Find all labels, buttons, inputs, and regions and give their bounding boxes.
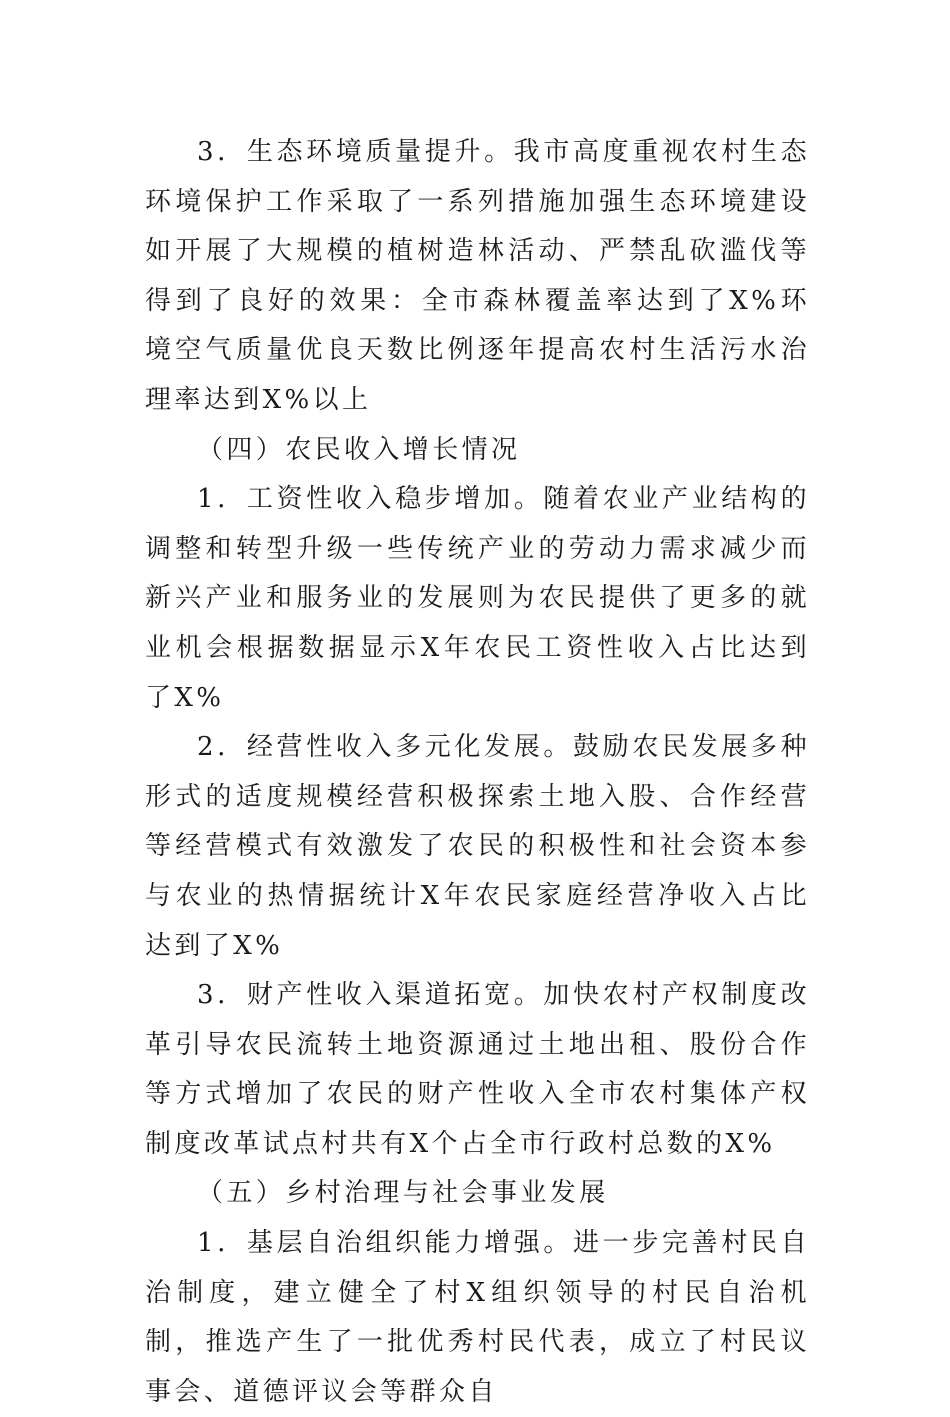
section-heading-rural-governance: （五）乡村治理与社会事业发展 <box>197 1178 609 1209</box>
paragraph-grassroots-autonomy: 1．基层自治组织能力增强。进一步完善村民自治制度，建立健全了村X组织领导的村民自治机制，推选产生了一批优秀村民代表，成立了村民议事会、道德评议会等群众自 <box>145 1228 810 1407</box>
document-body <box>145 128 810 1417</box>
section-heading-farmer-income: （四）农民收入增长情况 <box>197 434 521 465</box>
paragraph-ecology: 3．生态环境质量提升。我市高度重视农村生态环境保护工作采取了一系列措施加强生态环境建设如开展了大规模的植树造林活动、严禁乱砍滥伐等得到了良好的效果：全市森林覆盖率达到了X%环境空气质量优良天数比例逐年提高农村生活污水治理率达到X%以上 <box>145 137 810 415</box>
paragraph-wage-income: 1．工资性收入稳步增加。随着农业产业结构的调整和转型升级一些传统产业的劳动力需求减少而新兴产业和服务业的发展则为农民提供了更多的就业机会根据数据显示X年农民工资性收入占比达到了X% <box>145 484 810 713</box>
paragraph-operating-income: 2．经营性收入多元化发展。鼓励农民发展多种形式的适度规模经营积极探索土地入股、合作经营等经营模式有效激发了农民的积极性和社会资本参与农业的热情据统计X年农民家庭经营净收入占比达到了X% <box>145 732 810 961</box>
paragraph-property-income: 3．财产性收入渠道拓宽。加快农村产权制度改革引导农民流转土地资源通过土地出租、股份合作等方式增加了农民的财产性收入全市农村集体产权制度改革试点村共有X个占全市行政村总数的X% <box>145 980 810 1159</box>
